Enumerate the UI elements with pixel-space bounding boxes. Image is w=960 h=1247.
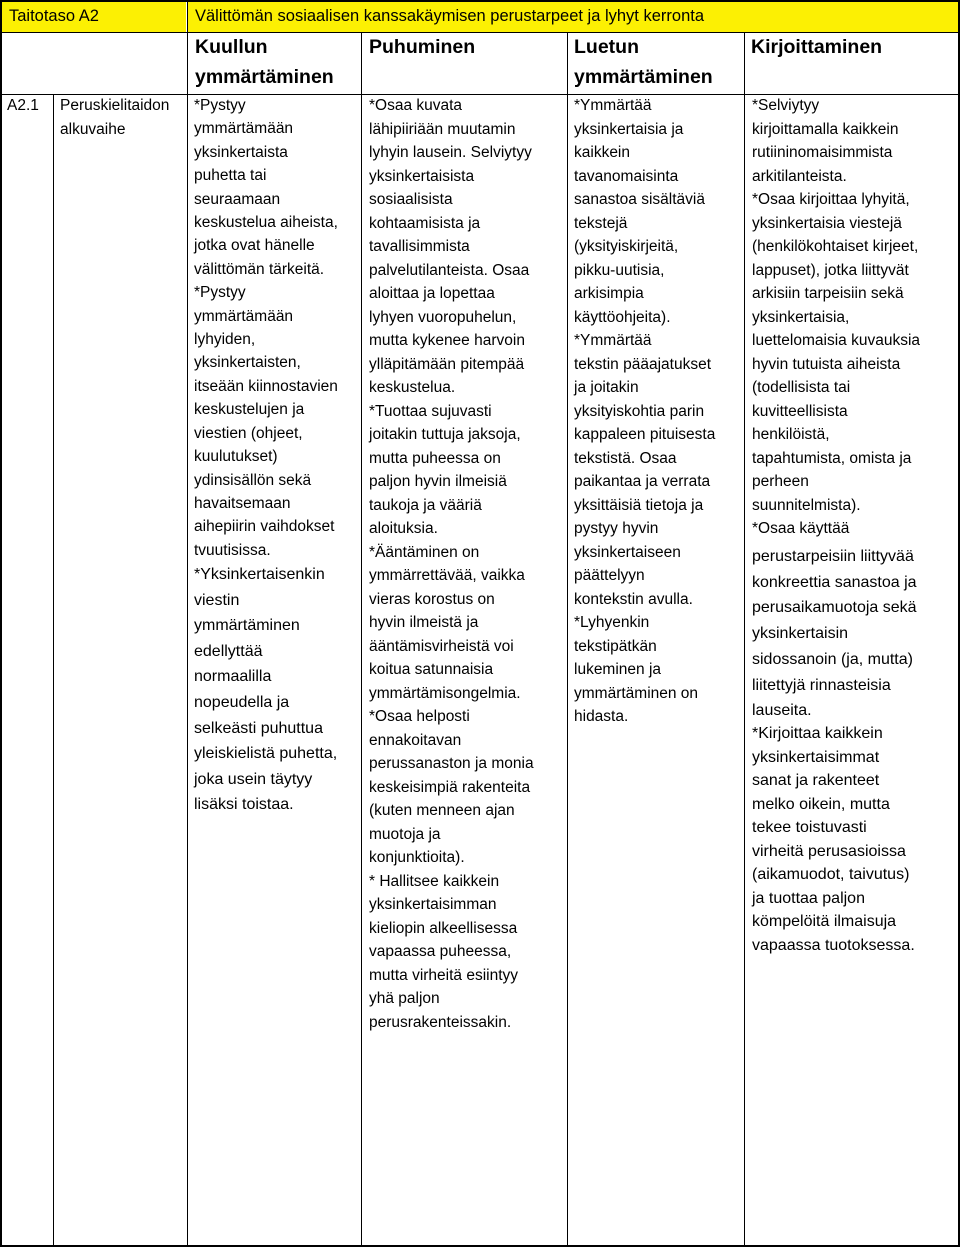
page-subtitle: Välittömän sosiaalisen kanssakäymisen perustarpeet ja lyhyt kerronta — [195, 7, 705, 25]
column-divider — [53, 94, 54, 1247]
column-divider — [187, 0, 188, 1247]
column-divider — [0, 0, 2, 1247]
reading-description: *Ymmärtää yksinkertaisia ja kaikkein tavanomaisinta sanastoa sisältäviä tekstejä (yksityiskirjeitä, pikku-uutisia, arkisimpia käyttöohjeita). *Ymmärtää tekstin pääajatukset ja joitakin yksityiskohtia parin kappaleen pituisesta tekstistä. Osaa paikantaa ja verrata yksittäisiä tietoja ja pystyy hyvin yksinkertaiseen päättelyyn kontekstin avulla. *Lyhyenkin tekstipätkän lukeminen ja ymmärtäminen on hidasta. — [574, 97, 716, 725]
listening-description: *Pystyy ymmärtämään yksinkertaista puhetta tai seuraamaan keskustelua aiheista, jotka ovat hänelle välittömän tärkeitä. *Pystyy ymmärtämään lyhyiden, yksinkertaisten, itseään kiinnostavien keskustelujen ja viestien (ohjeet, kuulutukset) ydinsisällön sekä havaitsemaan aihepiirin vaihdokset tvuutisissa. — [194, 97, 338, 559]
column-divider — [744, 32, 745, 1247]
writing-description-part3: *Kirjoittaa kaikkein yksinkertaisimmat sanat ja rakenteet melko oikein, mutta tekee toistuvasti virheitä perusasioissa (aikamuodot, taivutus) ja tuottaa paljon kömpelöitä ilmaisuja vapaassa tuotoksessa. — [752, 725, 915, 954]
listening-description-part2: *Yksinkertaisenkin viestin ymmärtäminen edellyttää normaalilla nopeudella ja selkeästi puhuttua yleiskielistä puhetta, joka usein täytyy lisäksi toistaa. — [194, 566, 338, 814]
header-reading: Luetun ymmärtäminen — [574, 36, 713, 88]
writing-description: *Selviytyy kirjoittamalla kaikkein rutiininomaisimmista arkitilanteista. *Osaa kirjoittaa lyhyitä, yksinkertaisia viestejä (henkilökohtaiset kirjeet, lappuset), jotka liittyvät arkisiin tarpeisiin sekä yksinkertaisia, luettelomaisia kuvauksia hyvin tutuista aiheista (todellisista tai kuvitteellisista henkilöistä, tapahtumista, omista ja perheen suunnitelmista). *Osaa käyttää — [752, 97, 921, 537]
level-code: A2.1 — [7, 97, 39, 114]
column-divider — [567, 32, 568, 1247]
level-name: Peruskielitaidon alkuvaihe — [60, 97, 170, 138]
speaking-description: *Osaa kuvata lähipiiriään muutamin lyhyin lausein. Selviytyy yksinkertaisista sosiaalisista kohtaamisista ja tavallisimmista palvelutilanteista. Osaa aloittaa ja lopettaa lyhyen vuoropuhelun, mutta kykenee harvoin ylläpitämään pitempää keskustelua. *Tuottaa sujuvasti joitakin tuttuja jaksoja, mutta puheessa on paljon hyvin ilmeisiä taukoja ja vääriä aloituksia. *Ääntäminen on ymmärrettävää, vaikka vieras korostus on hyvin ilmeistä ja ääntämisvirheistä voi koitua satunnaisia ymmärtämisongelmia. *Osaa helposti ennakoitavan perussanaston ja monia keskeisimpiä rakenteita (kuten menneen ajan muotoja ja konjunktioita). * Hallitsee kaikkein yksinkertaisimman kieliopin alkeellisessa vapaassa puheessa, mutta virheitä esiintyy yhä paljon perusrakenteissakin. — [369, 97, 534, 1031]
level-title: Taitotaso A2 — [9, 7, 99, 25]
header-listening: Kuullun ymmärtäminen — [195, 36, 334, 88]
column-divider — [361, 32, 362, 1247]
header-writing: Kirjoittaminen — [751, 36, 883, 58]
header-speaking: Puhuminen — [369, 36, 476, 58]
writing-description-part2: perustarpeisiin liittyvää konkreettia sanastoa ja perusaikamuotoja sekä yksinkertaisin sidossanoin (ja, mutta) liitettyjä rinnasteisia lauseita. — [752, 548, 917, 720]
table-border-top — [0, 0, 960, 2]
